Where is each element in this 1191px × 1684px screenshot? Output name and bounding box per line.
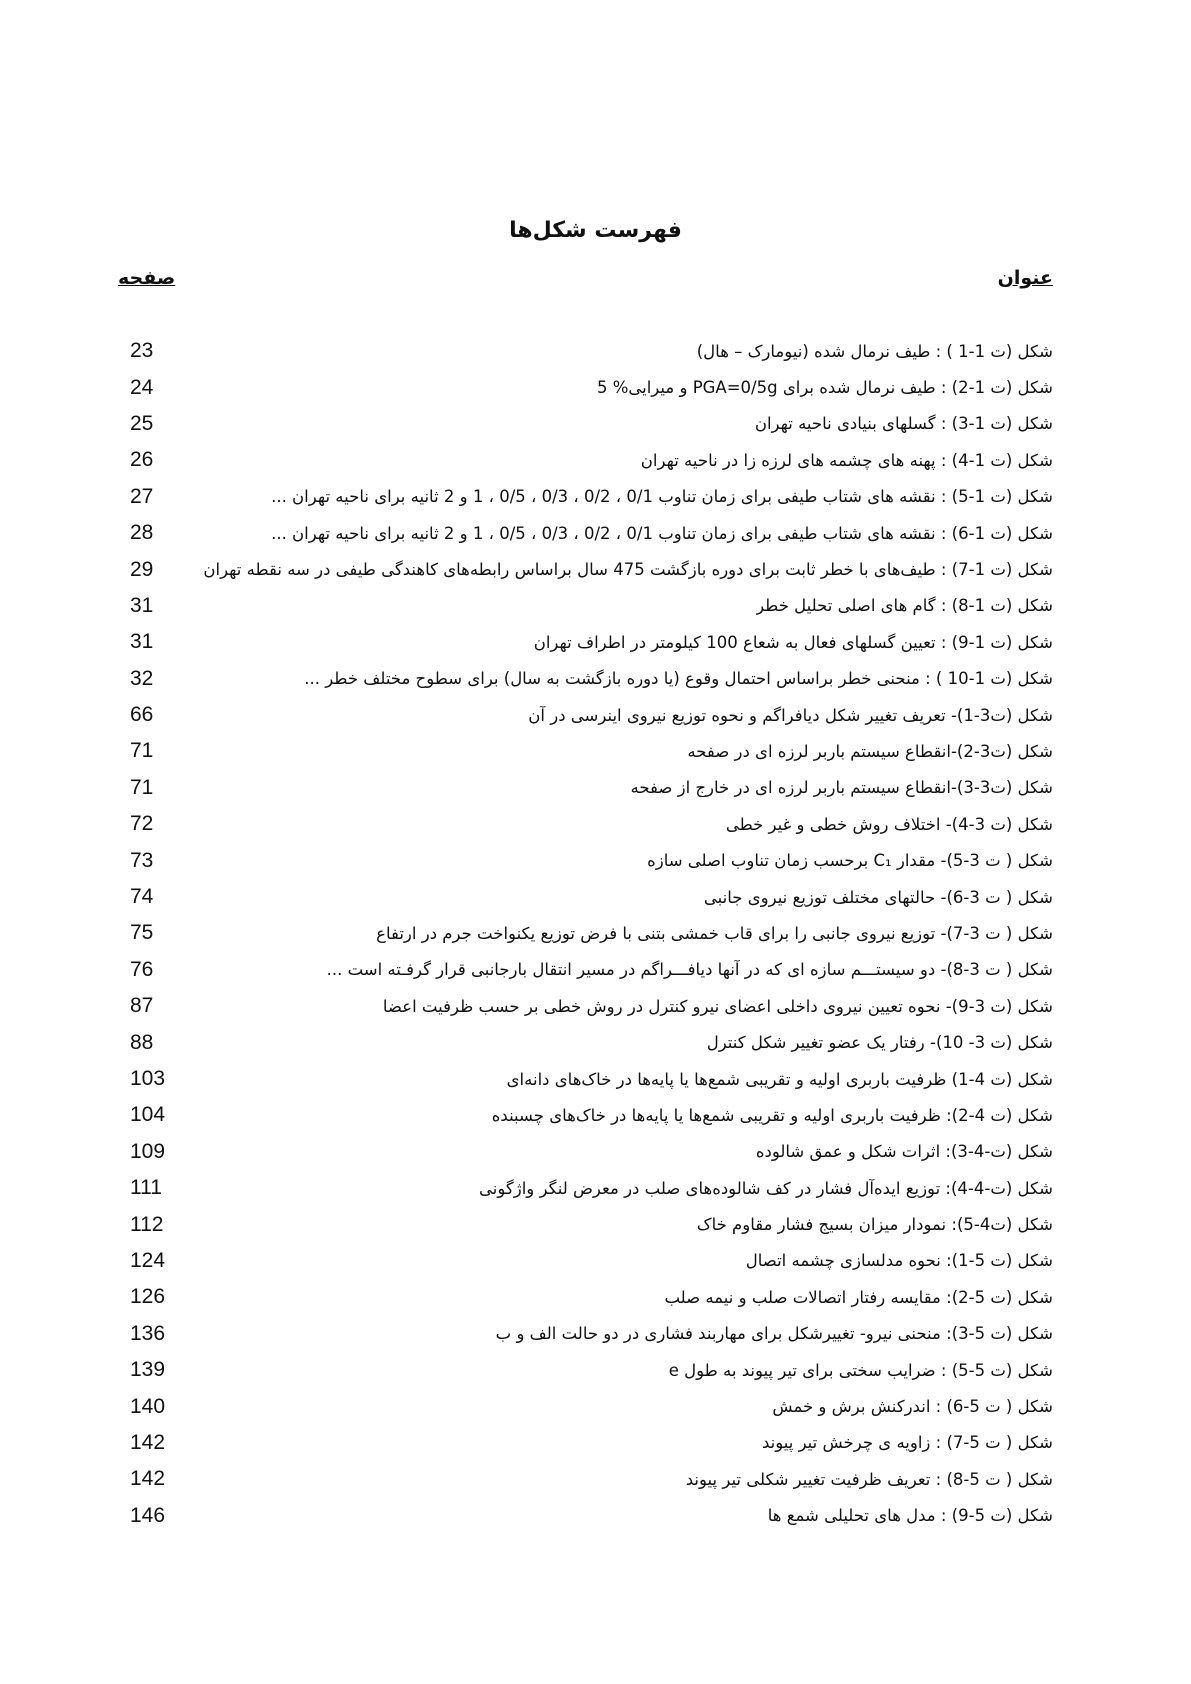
figure-page-number: 112	[130, 1212, 164, 1236]
figure-list-item	[118, 1388, 1053, 1424]
figure-list-item	[118, 1316, 1053, 1352]
figure-page-number: 140	[130, 1394, 166, 1418]
figure-page-number: 88	[130, 1030, 154, 1054]
figure-list-item	[118, 1425, 1053, 1461]
figure-list-item	[118, 624, 1053, 660]
figure-list-item	[118, 1097, 1053, 1133]
figure-list-item	[118, 369, 1053, 405]
figure-page-number: 24	[130, 375, 154, 399]
figure-page-number: 142	[130, 1430, 166, 1454]
figure-caption: شکل (ت 1-5) : نقشه های شتاب طیفی برای زمان تناوب 0/1 ، 0/2 ، 0/3 ، 0/5 ، 1 و 2 ثانیه برای ناحیه تهران ...	[271, 487, 1053, 507]
column-header-title: عنوان	[997, 267, 1053, 289]
figure-page-number: 72	[130, 812, 154, 836]
figure-list-item	[118, 733, 1053, 769]
figure-list-item	[118, 1206, 1053, 1242]
figure-list-item	[118, 1243, 1053, 1279]
figure-caption: شکل (ت 1-10 ) : منحنی خطر براساس احتمال وقوع (یا دوره بازگشت به سال) برای سطوح مختلف خطر ...	[304, 669, 1053, 689]
figure-page-number: 27	[130, 484, 154, 508]
figure-caption: شکل ( ت 3-5)- مقدار C₁ برحسب زمان تناوب اصلی سازه	[647, 851, 1053, 871]
figure-page-number: 87	[130, 994, 154, 1018]
figure-caption: شکل (ت 4-1) ظرفیت باربری اولیه و تقریبی شمع‌ها یا پایه‌ها در خاک‌های دانه‌ای	[506, 1069, 1053, 1089]
figure-list-item	[118, 1461, 1053, 1497]
figure-page-number: 66	[130, 703, 154, 727]
figure-list-item	[118, 952, 1053, 988]
figure-page-number: 28	[130, 521, 154, 545]
figure-caption: شکل (ت 1-3) : گسلهای بنیادی ناحیه تهران	[754, 414, 1053, 434]
figure-caption: شکل (ت 3- 10)- رفتار یک عضو تغییر شکل کنترل	[706, 1033, 1053, 1053]
figure-list-item	[118, 588, 1053, 624]
figure-caption: شکل (ت 5-3): منحنی نیرو- تغییرشکل برای مهاربند فشاری در دو حالت الف و ب	[495, 1324, 1053, 1344]
figure-caption: شکل ( ت 5-8) : تعریف ظرفیت تغییر شکلی تیر پیوند	[685, 1469, 1053, 1489]
figure-caption: شکل (ت 5-5) : ضرایب سختی برای تیر پیوند به طول e	[668, 1360, 1053, 1380]
page-title: فهرست شکل‌ها	[509, 218, 682, 243]
figure-page-number: 124	[130, 1248, 166, 1272]
figure-page-number: 73	[130, 848, 154, 872]
figure-page-number: 26	[130, 448, 154, 472]
figure-list-item	[118, 842, 1053, 878]
figure-caption: شکل ( ت 5-6) : اندرکنش برش و خمش	[772, 1397, 1053, 1417]
figure-caption: شکل (ت 5-2): مقایسه رفتار اتصالات صلب و نیمه صلب	[664, 1287, 1053, 1307]
figure-page-number: 76	[130, 957, 154, 981]
figure-list-item	[118, 661, 1053, 697]
figure-list-item	[118, 551, 1053, 587]
figure-caption: شکل (ت3-1)- تعریف تغییر شکل دیافراگم و نحوه توزیع نیروی اینرسی در آن	[528, 705, 1053, 725]
figure-caption: شکل ( ت 5-7) : زاویه ی چرخش تیر پیوند	[761, 1433, 1053, 1453]
figure-list-item	[118, 988, 1053, 1024]
figure-caption: شکل (ت3-3)-انقطاع سیستم باربر لرزه ای در خارج از صفحه	[630, 778, 1053, 798]
figure-caption: شکل (ت 5-9) : مدل های تحلیلی شمع ها	[767, 1506, 1053, 1526]
figure-page-number: 31	[130, 630, 154, 654]
figure-caption: شکل (ت 3-4)- اختلاف روش خطی و غیر خطی	[725, 814, 1053, 834]
figure-list-item	[118, 1170, 1053, 1206]
figure-page-number: 109	[130, 1139, 166, 1163]
column-header-page: صفحه	[118, 267, 176, 289]
figure-list-item	[118, 1061, 1053, 1097]
figure-list-item	[118, 806, 1053, 842]
figure-caption: شکل (ت-4-3): اثرات شکل و عمق شالوده	[755, 1142, 1053, 1162]
figure-page-number: 146	[130, 1503, 166, 1527]
figure-page-number: 136	[130, 1321, 166, 1345]
figure-page-number: 25	[130, 411, 154, 435]
figure-list	[118, 333, 1053, 1534]
figure-caption: شکل (ت 1-1 ) : طیف نرمال شده (نیومارک – هال)	[696, 341, 1053, 361]
figure-caption: شکل (ت 1-9) : تعیین گسلهای فعال به شعاع 100 کیلومتر در اطراف تهران	[533, 632, 1053, 652]
figure-list-item	[118, 770, 1053, 806]
figure-page-number: 31	[130, 593, 154, 617]
figure-caption: شکل (ت 1-6) : نقشه های شتاب طیفی برای زمان تناوب 0/1 ، 0/2 ، 0/3 ، 0/5 ، 1 و 2 ثانیه برای ناحیه تهران ...	[271, 523, 1053, 543]
figure-list-item	[118, 479, 1053, 515]
figure-page-number: 126	[130, 1285, 166, 1309]
figure-caption: شکل (ت 1-7) : طیف‌های با خطر ثابت برای دوره بازگشت 475 سال براساس رابطه‌های کاهندگی طیفی در سه نقطه تهران	[203, 560, 1053, 580]
figure-page-number: 23	[130, 339, 154, 363]
figure-caption: شکل (ت 1-8) : گام های اصلی تحلیل خطر	[756, 596, 1053, 616]
figure-list-item	[118, 1279, 1053, 1315]
figure-page-number: 75	[130, 921, 154, 945]
figure-page-number: 139	[130, 1358, 166, 1382]
figure-list-item	[118, 697, 1053, 733]
figure-list-item	[118, 515, 1053, 551]
figure-page-number: 71	[130, 739, 154, 763]
figure-page-number: 111	[130, 1176, 162, 1200]
figure-caption: شکل ( ت 3-6)- حالتهای مختلف توزیع نیروی جانبی	[703, 887, 1053, 907]
figure-caption: شکل ( ت 3-7)- توزیع نیروی جانبی را برای قاب خمشی بتنی با فرض توزیع یکنواخت جرم در ارتفاع	[376, 923, 1053, 943]
figure-list-item	[118, 333, 1053, 369]
figure-list-item	[118, 406, 1053, 442]
figure-page-number: 71	[130, 775, 154, 799]
figure-caption: شکل (ت 4-2): ظرفیت باربری اولیه و تقریبی شمع‌ها یا پایه‌ها در خاک‌های چسبنده	[491, 1105, 1053, 1125]
figure-page-number: 104	[130, 1103, 166, 1127]
figure-caption: شکل (ت3-2)-انقطاع سیستم باربر لرزه ای در صفحه	[687, 741, 1053, 761]
figure-page-number: 103	[130, 1067, 166, 1090]
figure-caption: شکل (ت 1-2) : طیف نرمال شده برای PGA=0/5g و میرایی% 5	[596, 378, 1053, 398]
figure-caption: شکل (ت 5-1): نحوه مدلسازی چشمه اتصال	[745, 1251, 1053, 1271]
figure-list-item	[118, 915, 1053, 951]
figure-caption: شکل (ت 1-4) : پهنه های چشمه های لرزه زا در ناحیه تهران	[640, 450, 1053, 470]
figure-list-item	[118, 1352, 1053, 1388]
figure-page-number: 32	[130, 666, 154, 690]
figure-list-item	[118, 1134, 1053, 1170]
figure-list-item	[118, 442, 1053, 478]
figure-caption: شکل ( ت 3-8)- دو سیستـــم سازه ای که در آنها دیافـــراگم در مسیر انتقال بارجانبی قرار گرفـته است ...	[326, 960, 1053, 980]
figure-caption: شکل (ت 3-9)- نحوه تعیین نیروی داخلی اعضای نیرو کنترل در روش خطی بر حسب ظرفیت اعضا	[382, 996, 1053, 1016]
figure-caption: شکل (ت4-5): نمودار میزان بسیج فشار مقاوم خاک	[696, 1215, 1053, 1235]
figure-page-number: 74	[130, 885, 154, 909]
figure-list-item	[118, 1024, 1053, 1060]
figure-page-number: 142	[130, 1467, 166, 1491]
figure-list-item	[118, 1498, 1053, 1534]
figure-page-number: 29	[130, 557, 154, 581]
figure-caption: شکل (ت-4-4): توزیع ایده‌آل فشار در کف شالوده‌های صلب در معرض لنگر واژگونی	[479, 1178, 1053, 1198]
figure-list-item	[118, 879, 1053, 915]
